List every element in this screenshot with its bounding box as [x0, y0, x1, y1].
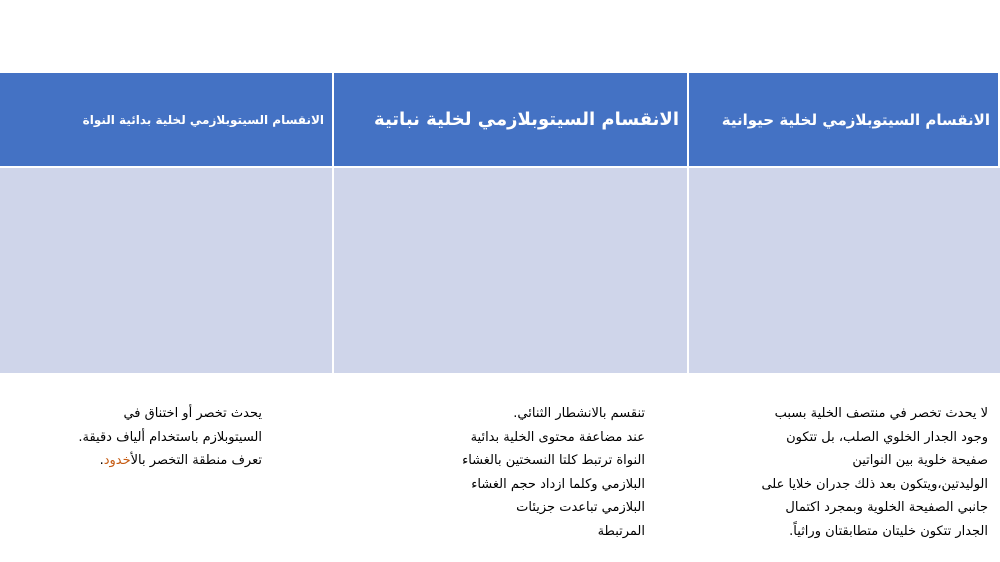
- note-animal: [761, 402, 988, 543]
- highlight-term: أخدود: [103, 453, 131, 468]
- note-text: تعرف منطقة التخصر بال: [130, 453, 262, 468]
- header-plant: الانقسام السيتوبلازمي لخلية نباتية: [334, 73, 689, 166]
- note-text: .: [99, 453, 104, 468]
- note-line: لا يحدث تخصر في منتصف الخلية بسبب: [774, 406, 988, 421]
- note-prokaryote: [78, 402, 262, 473]
- note-line: البلازمي تباعدت جزيئات: [516, 500, 645, 515]
- note-line: البلازمي وكلما ازداد حجم الغشاء: [471, 476, 645, 492]
- note-line: عند مضاعفة محتوى الخلية بدائية: [470, 429, 645, 445]
- header-prokaryote: الانقسام السيتوبلازمي لخلية بدائية النواة: [0, 73, 334, 166]
- note-line: صفيحة خلوية بين النواتين: [852, 453, 988, 468]
- note-plant: [462, 402, 645, 543]
- note-line: جانبي الصفيحة الخلوية وبمجرد اكتمال: [785, 500, 988, 515]
- note-line: المرتبطة: [597, 523, 645, 539]
- note-line: يحدث تخصر أو اختناق في: [123, 406, 262, 421]
- cell-animal: [689, 166, 1000, 373]
- note-line: الوليدتين،ويتكون بعد ذلك جدران خلايا على: [761, 476, 988, 492]
- note-line: وجود الجدار الخلوي الصلب، بل تتكون: [786, 429, 988, 445]
- note-line: الجدار تتكون خليتان متطابقتان وراثياً.: [789, 523, 988, 539]
- cell-plant: [334, 166, 689, 373]
- note-line: تنقسم بالانشطار الثنائي.: [513, 406, 645, 421]
- note-line: السيتوبلازم باستخدام ألياف دقيقة.: [78, 429, 262, 445]
- header-animal: الانقسام السيتوبلازمي لخلية حيوانية: [689, 73, 1000, 166]
- note-line: [78, 449, 262, 473]
- comparison-table: [0, 73, 1000, 373]
- cell-prokaryote: [0, 166, 334, 373]
- note-line: النواة ترتبط كلتا النسختين بالغشاء: [462, 453, 645, 468]
